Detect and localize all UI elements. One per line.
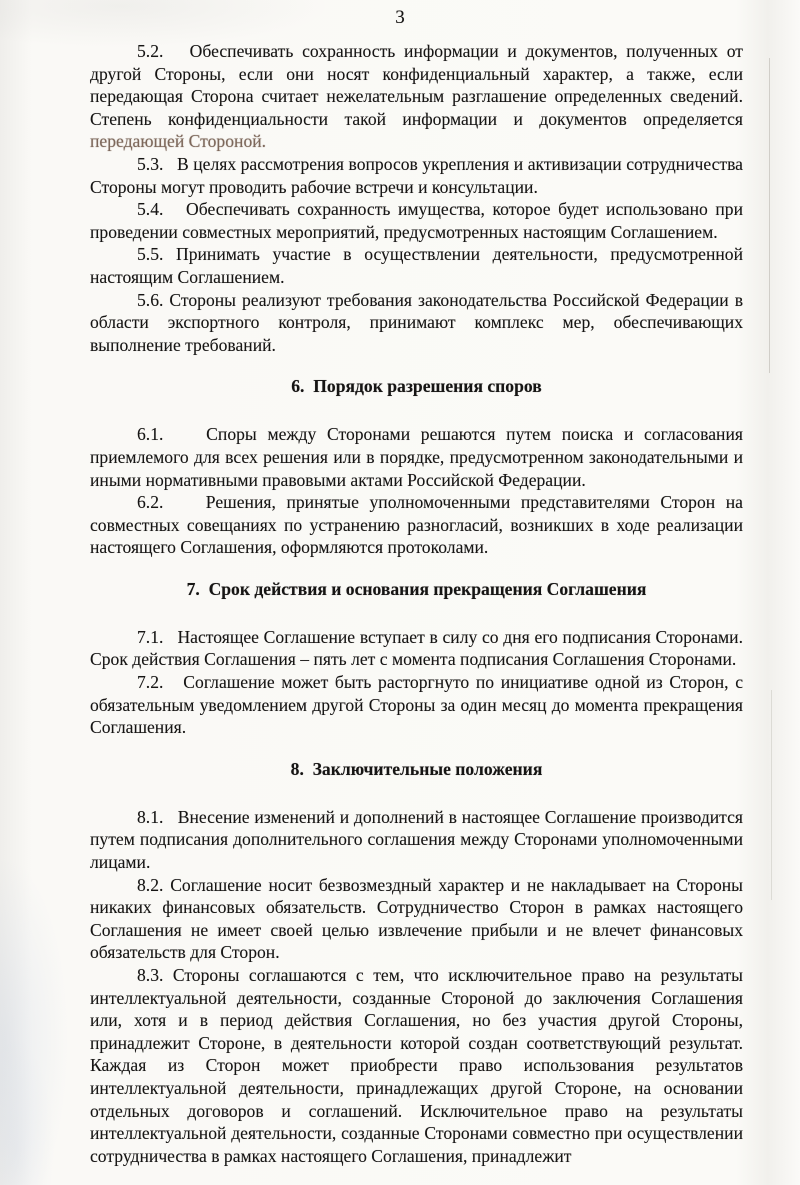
paragraph-8-3: 8.3. Стороны соглашаются с тем, что исключительное право на результаты интеллектуальной деятельности, созданные Стороной до заключения Соглашения или, хотя и в период действия Соглашения, но без участия другой Стороны, принадлежит Стороне, в деятельности которой создан соответствующий результат. Каждая из Сторон может приобрести право использования результатов интеллектуальной деятельности, принадлежащих другой Стороне, на основании отдельных договоров и соглашений. Исключительное право на результаты интеллектуальной деятельности, созданные Сторонами совместно при осуществлении сотрудничества в рамках настоящего Соглашения, принадлежит	[90, 965, 743, 1166]
paragraph-5-6: 5.6. Стороны реализуют требования законодательства Российской Федерации в области экспортного контроля, принимают комплекс мер, обеспечивающих выполнение требований.	[90, 289, 743, 355]
scan-edge-artifact	[771, 690, 772, 900]
paragraph-6-1: 6.1. Споры между Сторонами решаются путем поиска и согласования приемлемого для всех решения или в порядке, предусмотренном законодательными и иными нормативными правовыми актами Российской Федерации.	[90, 424, 743, 490]
section-heading-7: 7. Срок действия и основания прекращения Соглашения	[186, 578, 647, 599]
paragraph-6-2: 6.2. Решения, принятые уполномоченными представителями Сторон на совместных совещаниях по устранению разногласий, возникших в ходе реализации настоящего Соглашения, оформляются протоколами.	[90, 492, 743, 558]
paragraph-5-3: 5.3. В целях рассмотрения вопросов укрепления и активизации сотрудничества Стороны могут проводить рабочие встречи и консультации.	[90, 153, 743, 197]
paragraph-7-2: 7.2. Соглашение может быть расторгнуто по инициативе одной из Сторон, с обязательным уведомлением другой Стороны за один месяц до момента прекращения Соглашения.	[90, 672, 743, 738]
paragraph-5-2-text: 5.2. Обеспечивать сохранность информации и документов, полученных от другой Стороны, если они носят конфиденциальный характер, а также, если передающая Сторона считает нежелательным разглашение определенных сведений. Степень конфиденциальности такой информации и документов определяется	[90, 41, 743, 129]
section-heading-8: 8. Заключительные положения	[290, 758, 543, 779]
paragraph-8-1: 8.1. Внесение изменений и дополнений в настоящее Соглашение производится путем подписания дополнительного соглашения между Сторонами уполномоченными лицами.	[90, 806, 743, 873]
scan-edge-artifact	[769, 58, 770, 373]
paragraph-5-4: 5.4. Обеспечивать сохранность имущества, которое будет использовано при проведении совместных мероприятий, предусмотренных настоящим Соглашением.	[90, 199, 743, 242]
paragraph-7-1: 7.1. Настоящее Соглашение вступает в силу со дня его подписания Сторонами. Срок действия Соглашения – пять лет с момента подписания Соглашения Сторонами.	[90, 626, 743, 670]
page-number: 3	[395, 7, 405, 28]
paragraph-5-2	[90, 40, 743, 153]
section-heading-6: 6. Порядок разрешения споров	[291, 376, 542, 397]
paragraph-5-5: 5.5. Принимать участие в осуществлении деятельности, предусмотренной настоящим Соглашением.	[90, 244, 743, 287]
paragraph-8-2: 8.2. Соглашение носит безвозмездный характер и не накладывает на Стороны никаких финансовых обязательств. Сотрудничество Сторон в рамках настоящего Соглашения не имеет своей целью извлечение прибыли и не влечет финансовых обязательств для Сторон.	[90, 874, 743, 963]
paragraph-5-2-faded-tail: передающей Стороной.	[90, 131, 267, 152]
